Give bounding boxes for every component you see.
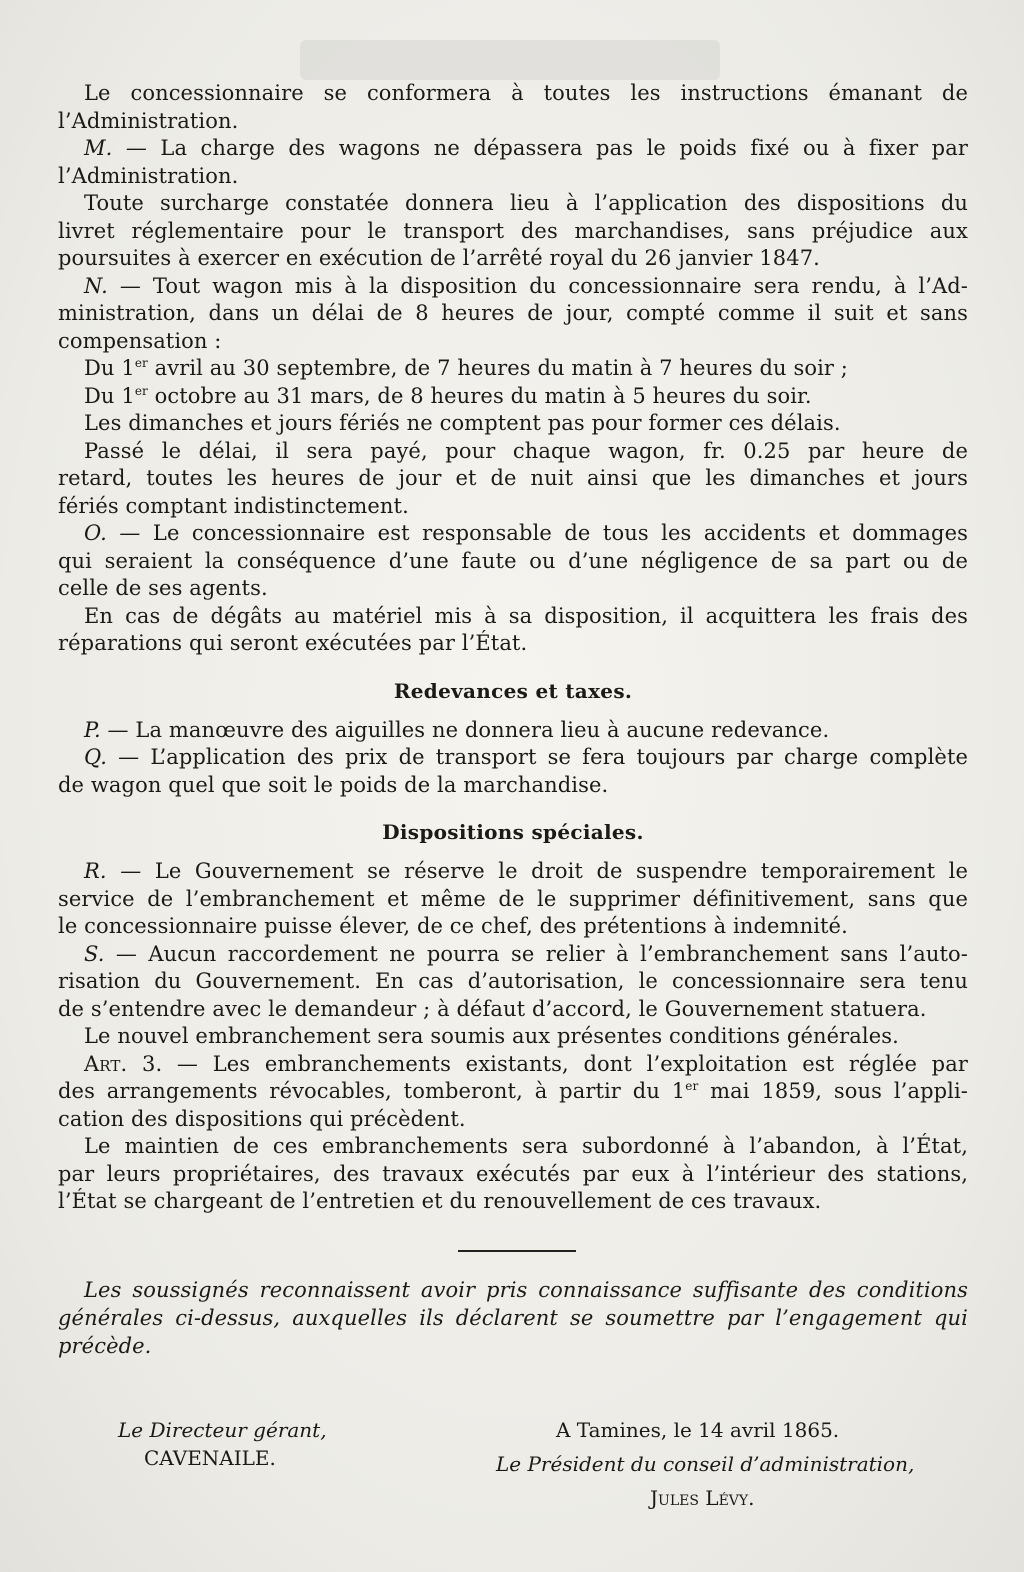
article-3-line-2 xyxy=(58,1078,968,1106)
article-3-text: Les embranchements existants, dont l’exploitation est réglée par xyxy=(198,1051,968,1076)
article-label: Art. 3. — xyxy=(84,1051,199,1076)
schedule-text: octobre au 31 mars, de 8 heures du matin à 5 heures du soir. xyxy=(147,383,812,408)
clause-label-o: O. — xyxy=(84,521,141,545)
president-name: Jules Lévy. xyxy=(650,1486,755,1510)
director-name: CAVENAILE. xyxy=(144,1446,276,1470)
text-line: poursuites à exercer en exécution de l’arrêté royal du 26 janvier 1847. xyxy=(58,246,820,270)
clause-r-text: Le Gouvernement se réserve le droit de suspendre temporairement le xyxy=(141,859,969,883)
text-line: service de l’embranchement et même de le supprimer définitivement, sans que xyxy=(58,886,968,911)
clause-m-text: La charge des wagons ne dépassera pas le poids fixé ou à fixer par xyxy=(146,136,968,160)
clause-label-r: R. — xyxy=(84,859,142,883)
text-line: qui seraient la conséquence d’une faute ou d’une négligence de sa part ou de xyxy=(58,548,968,573)
clause-q-text: L’application des prix de transport se fera toujours par charge complète xyxy=(139,745,969,769)
schedule-text: avril au 30 septembre, de 7 heures du matin à 7 heures du soir ; xyxy=(147,356,848,380)
section-heading-redevances: Redevances et taxes. xyxy=(393,678,633,703)
article-3-text: mai 1859, sous l’appli- xyxy=(698,1079,968,1103)
acknowledgement-line: Les soussignés reconnaissent avoir pris connaissance suffisante des conditions xyxy=(84,1277,968,1302)
text-line: celle de ses agents. xyxy=(58,576,268,600)
text-line: réparations qui seront exécutées par l’État. xyxy=(58,631,528,655)
text-line: l’Administration. xyxy=(58,163,239,188)
superscript: er xyxy=(134,383,148,398)
text-line: l’État se chargeant de l’entretien et du renouvellement de ces travaux. xyxy=(58,1189,822,1213)
text-line: Le maintien de ces embranchements sera subordonné à l’abandon, à l’État, xyxy=(84,1134,968,1158)
president-title: Le Président du conseil d’administration, xyxy=(496,1452,915,1476)
bleed-through-shadow xyxy=(300,40,720,80)
text-line: Le concessionnaire se conformera à toutes les instructions émanant de xyxy=(84,81,968,105)
acknowledgement-line: générales ci-dessus, auxquelles ils déclarent se soumettre par l’engagement qui xyxy=(58,1305,968,1330)
clause-label-n: N. — xyxy=(84,273,141,298)
text-line: de wagon quel que soit le poids de la marchandise. xyxy=(58,772,609,797)
text-line: Toute surcharge constatée donnera lieu à l’application des dispositions du xyxy=(84,191,968,215)
text-line: l’Administration. xyxy=(58,108,239,133)
text-line: fériés comptant indistinctement. xyxy=(58,493,409,518)
section-heading-dispositions: Dispositions spéciales. xyxy=(382,820,644,844)
text-line: cation des dispositions qui précèdent. xyxy=(58,1106,466,1131)
text-line: Les dimanches et jours fériés ne comptent pas pour former ces délais. xyxy=(84,411,841,435)
text-line: le concessionnaire puisse élever, de ce chef, des prétentions à indemnité. xyxy=(58,914,848,938)
clause-q-line xyxy=(58,744,968,772)
superscript: er xyxy=(685,1079,699,1093)
schedule-line-winter xyxy=(58,383,968,411)
clause-label-s: S. — xyxy=(84,941,137,966)
clause-n-line xyxy=(58,273,968,301)
clause-label-q: Q. — xyxy=(84,745,140,769)
clause-o-line xyxy=(58,520,968,548)
clause-p-text: La manœuvre des aiguilles ne donnera lieu à aucune redevance. xyxy=(128,717,830,742)
text-line: par leurs propriétaires, des travaux exécutés par eux à l’intérieur des stations, xyxy=(58,1161,968,1186)
clause-label-p: P. — xyxy=(84,717,129,742)
article-3-line xyxy=(58,1051,968,1079)
text-line: Le nouvel embranchement sera soumis aux présentes conditions générales. xyxy=(84,1024,899,1048)
superscript: er xyxy=(134,356,148,370)
clause-label-m: M. — xyxy=(84,136,147,160)
schedule-text: Du 1 xyxy=(84,383,135,408)
acknowledgement-line: précède. xyxy=(58,1333,152,1358)
director-title: Le Directeur gérant, xyxy=(118,1418,327,1442)
separator-rule xyxy=(458,1250,576,1252)
clause-m-line xyxy=(58,135,968,163)
text-line: retard, toutes les heures de jour et de nuit ainsi que les dimanches et jours xyxy=(58,466,968,490)
schedule-text: Du 1 xyxy=(84,356,135,380)
clause-n-text: Tout wagon mis à la disposition du concessionnaire sera rendu, à l’Ad- xyxy=(140,273,968,298)
text-line: ministration, dans un délai de 8 heures de jour, compté comme il suit et sans xyxy=(58,301,968,325)
text-line: de s’entendre avec le demandeur ; à défaut d’accord, le Gouvernement statuera. xyxy=(58,996,927,1021)
schedule-line-summer xyxy=(58,355,968,383)
clause-p-line xyxy=(58,717,968,745)
text-line: livret réglementaire pour le transport des marchandises, sans préjudice aux xyxy=(58,218,968,243)
text-line: Passé le délai, il sera payé, pour chaque wagon, fr. 0.25 par heure de xyxy=(84,438,968,463)
clause-s-text: Aucun raccordement ne pourra se relier à l’embranchement sans l’auto- xyxy=(137,941,968,966)
clause-o-text: Le concessionnaire est responsable de tous les accidents et dommages xyxy=(140,521,968,545)
text-line: compensation : xyxy=(58,328,222,353)
clause-r-line xyxy=(58,858,968,886)
article-3-text: des arrangements révocables, tomberont, à partir du 1 xyxy=(58,1079,686,1103)
place-date: A Tamines, le 14 avril 1865. xyxy=(556,1418,840,1442)
text-line: En cas de dégâts au matériel mis à sa disposition, il acquittera les frais des xyxy=(84,603,968,628)
clause-s-line xyxy=(58,941,968,969)
text-line: risation du Gouvernement. En cas d’autorisation, le concessionnaire sera tenu xyxy=(58,969,968,993)
document-body xyxy=(58,80,968,1360)
